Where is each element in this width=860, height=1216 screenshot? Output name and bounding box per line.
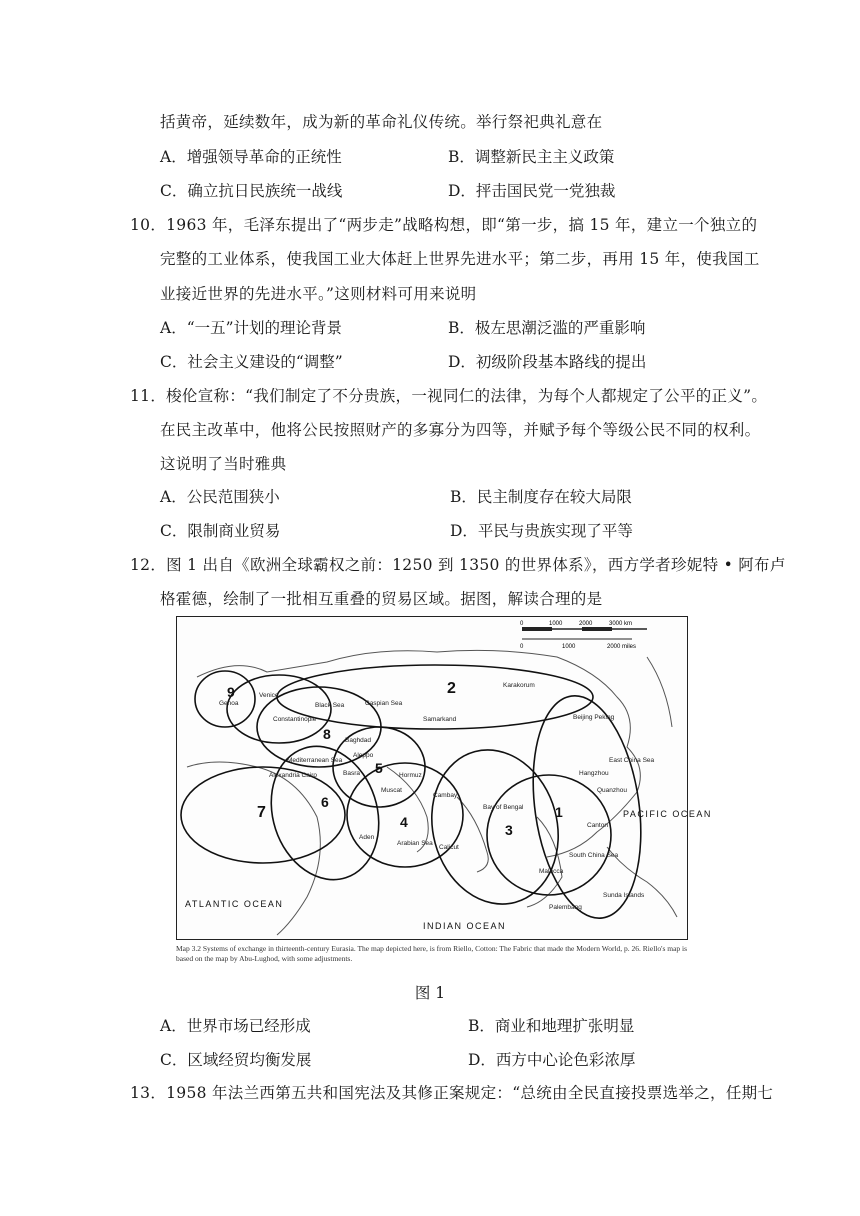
place-aleppo: Aleppo [353, 752, 374, 759]
place-calicut: Calicut [439, 844, 459, 851]
region-label-8: 8 [323, 726, 331, 742]
region-label-1: 1 [555, 804, 563, 820]
place-aden: Aden [359, 834, 375, 841]
place-mediterranean: Mediterranean Sea [287, 757, 343, 764]
question-10-line-3: 业接近世界的先进水平。”这则材料可用来说明 [160, 285, 477, 303]
region-8a-ellipse [227, 675, 331, 743]
question-11-option-b[interactable]: B．民主制度存在较大局限 [450, 488, 632, 506]
coastline-africa [187, 762, 320, 935]
question-12-option-c[interactable]: C．区域经贸均衡发展 [160, 1051, 312, 1069]
question-11-line-3: 这说明了当时雅典 [160, 455, 287, 473]
region-3-ellipse [415, 736, 575, 919]
question-11-option-a[interactable]: A．公民范围狭小 [160, 488, 280, 506]
place-beijing: Beijing Peking [573, 714, 615, 721]
question-12-option-a[interactable]: A．世界市场已经形成 [160, 1017, 311, 1035]
place-bay-of-bengal: Bay of Bengal [483, 804, 524, 811]
place-quanzhou: Quanzhou [597, 787, 627, 794]
question-9-option-a[interactable]: A．增强领导革命的正统性 [160, 148, 342, 166]
place-cambay: Cambay [433, 792, 458, 799]
question-11-line-2: 在民主改革中，他将公民按照财产的多寡分为四等，并赋予每个等级公民不同的权利。 [160, 421, 761, 439]
region-label-3: 3 [505, 822, 513, 838]
scale-km-2000: 2000 [579, 621, 593, 627]
place-muscat: Muscat [381, 787, 402, 794]
place-indian-ocean: INDIAN OCEAN [423, 921, 507, 931]
question-10-line-2: 完整的工业体系，使我国工业大体赶上世界先进水平；第二步，再用 15 年，使我国工 [160, 250, 760, 268]
question-10-line-1: 10．1963 年，毛泽东提出了“两步走”战略构想，即“第一步，搞 15 年，建立一个独立的 [130, 216, 758, 234]
question-12-option-d[interactable]: D．西方中心论色彩浓厚 [468, 1051, 636, 1069]
place-palembang: Palembang [549, 904, 582, 911]
question-11-option-d[interactable]: D．平民与贵族实现了平等 [450, 522, 633, 540]
place-baghdad: Baghdad [345, 737, 372, 744]
scale-km-3000: 3000 km [609, 621, 633, 627]
place-samarkand: Samarkand [423, 716, 457, 723]
trade-systems-map [176, 616, 712, 940]
region-label-6: 6 [321, 794, 329, 810]
question-10-option-a[interactable]: A．“一五”计划的理论背景 [160, 319, 343, 337]
question-10-option-c[interactable]: C．社会主义建设的“调整” [160, 353, 343, 371]
place-constantinople: Constantinople [273, 716, 317, 723]
question-11-line-1: 11．梭伦宣称：“我们制定了不分贵族，一视同仁的法律，为每个人都规定了公平的正义”。 [130, 387, 768, 405]
scale-mi-2000: 2000 miles [607, 644, 637, 650]
scale-km-0: 0 [520, 621, 524, 627]
question-10-option-b[interactable]: B．极左思潮泛滥的严重影响 [448, 319, 646, 337]
region-label-5: 5 [375, 760, 383, 776]
question-12-line-1: 12．图 1 出自《欧洲全球霸权之前：1250 到 1350 的世界体系》，西方学者珍妮特 • 阿布卢 [130, 556, 786, 574]
region-1a-ellipse [520, 689, 654, 925]
place-black-sea: Black Sea [315, 702, 345, 709]
place-east-china-sea: East China Sea [609, 757, 655, 764]
region-label-7: 7 [257, 804, 266, 821]
place-sunda: Sunda Islands [603, 892, 645, 899]
trade-systems-map-svg [177, 617, 712, 939]
place-south-china-sea: South China Sea [569, 852, 619, 859]
place-malacca: Malacca [539, 868, 564, 875]
scale-bar [520, 621, 647, 650]
place-genoa: Genoa [219, 700, 239, 707]
place-alexandria-cairo: Alexandria Cairo [269, 772, 318, 779]
place-venice: Venice [259, 692, 279, 699]
question-10-option-d[interactable]: D．初级阶段基本路线的提出 [448, 353, 647, 371]
place-basra: Basra [343, 770, 360, 777]
question-9-tail-text: 括黄帝，延续数年，成为新的革命礼仪传统。举行祭祀典礼意在 [160, 113, 603, 131]
scale-mi-1000: 1000 [562, 644, 576, 650]
region-label-2: 2 [447, 680, 456, 697]
map-caption: Map 3.2 Systems of exchange in thirteenth-century Eurasia. The map depicted here, is from Riello, Cotton: The Fabric that made the Modern World, p. 26. Riello's map is based on the map by Abu-Lughod, with some adjustments. [176, 944, 688, 963]
question-13-line-1: 13．1958 年法兰西第五共和国宪法及其修正案规定：“总统由全民直接投票选举之，任期七 [130, 1084, 774, 1102]
place-caspian-sea: Caspian Sea [365, 700, 403, 707]
place-karakorum: Karakorum [503, 682, 535, 689]
place-hormuz: Hormuz [399, 772, 422, 779]
question-9-option-d[interactable]: D．抨击国民党一党独裁 [448, 182, 616, 200]
place-arabian-sea: Arabian Sea [397, 840, 433, 847]
coastline-east [647, 657, 672, 727]
place-canton: Canton [587, 822, 608, 829]
figure-1-label: 图 1 [414, 984, 446, 1002]
region-9-ellipse [195, 671, 255, 727]
question-12-option-b[interactable]: B．商业和地理扩张明显 [468, 1017, 635, 1035]
region-label-4: 4 [400, 814, 408, 830]
place-atlantic-ocean: ATLANTIC OCEAN [185, 899, 284, 909]
question-9-option-b[interactable]: B．调整新民主主义政策 [448, 148, 615, 166]
scale-mi-0: 0 [520, 644, 524, 650]
scale-km-1000: 1000 [549, 621, 563, 627]
place-hangzhou: Hangzhou [579, 770, 609, 777]
region-label-9: 9 [227, 684, 235, 700]
place-pacific-ocean: PACIFIC OCEAN [623, 809, 712, 819]
question-11-option-c[interactable]: C．限制商业贸易 [160, 522, 281, 540]
question-12-line-2: 格霍德，绘制了一批相互重叠的贸易区域。据图，解读合理的是 [160, 590, 603, 608]
question-9-option-c[interactable]: C．确立抗日民族统一战线 [160, 182, 343, 200]
